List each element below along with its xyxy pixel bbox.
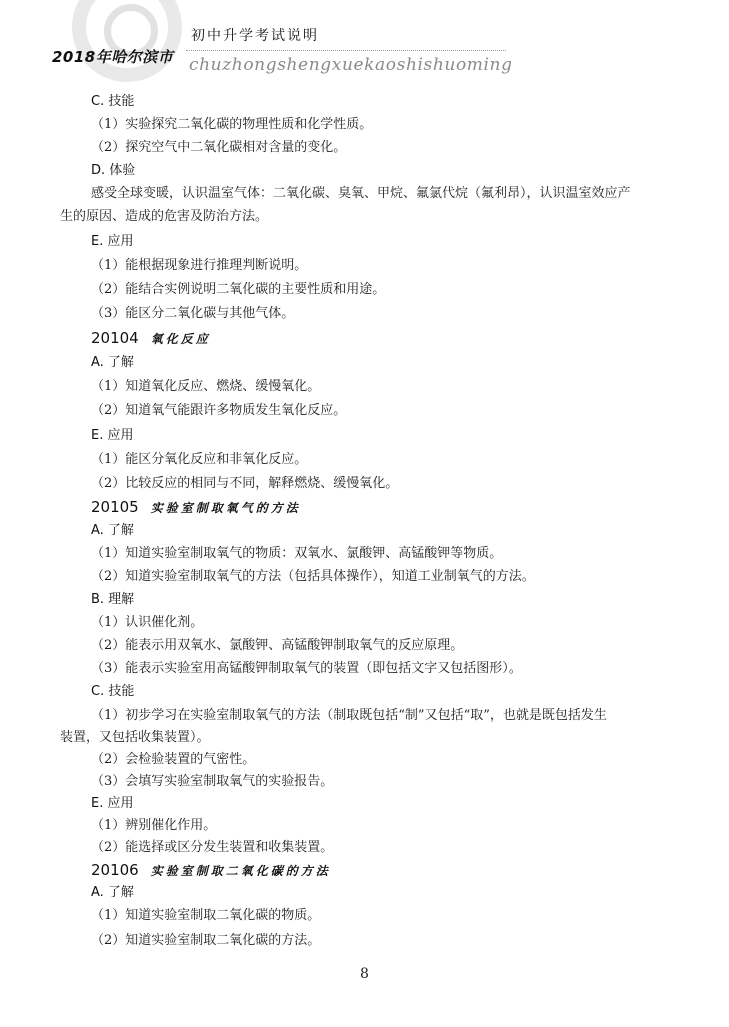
list-item: （1）能根据现象进行推理判断说明。 <box>91 258 308 273</box>
section-heading <box>91 861 331 881</box>
section-code: 20104 <box>91 329 139 347</box>
section-code: 20106 <box>91 861 139 879</box>
list-item: （3）能表示实验室用高锰酸钾制取氧气的装置（即包括文字又包括图形）。 <box>91 661 522 676</box>
list-item: （1）知道氧化反应、燃烧、缓慢氧化。 <box>91 379 321 394</box>
list-item: （1）认识催化剂。 <box>91 615 204 630</box>
subsection-label: E. 应用 <box>91 234 134 249</box>
subsection-label: B. 理解 <box>91 592 135 607</box>
subsection-label: A. 了解 <box>91 885 134 900</box>
list-item: （2）能表示用双氧水、氯酸钾、高锰酸钾制取氧气的反应原理。 <box>91 638 464 653</box>
header-book-title: 初中升学考试说明 <box>191 28 319 44</box>
list-item: （3）会填写实验室制取氧气的实验报告。 <box>91 774 334 789</box>
list-item: （2）知道氧气能跟许多物质发生氧化反应。 <box>91 403 347 418</box>
section-heading <box>91 498 301 518</box>
section-code: 20105 <box>91 498 139 516</box>
list-item: （2）能结合实例说明二氧化碳的主要性质和用途。 <box>91 282 386 297</box>
page-header <box>0 0 729 90</box>
list-item: （2）知道实验室制取二氧化碳的方法。 <box>91 933 321 948</box>
section-title: 氧化反应 <box>150 332 211 346</box>
subsection-label: E. 应用 <box>91 796 134 811</box>
list-item: （1）实验探究二氧化碳的物理性质和化学性质。 <box>91 117 373 132</box>
list-item: （2）能选择或区分发生装置和收集装置。 <box>91 840 334 855</box>
subsection-label: A. 了解 <box>91 355 134 370</box>
section-title: 实验室制取二氧化碳的方法 <box>150 864 331 878</box>
list-item: （2）探究空气中二氧化碳相对含量的变化。 <box>91 140 347 155</box>
page-number: 8 <box>360 966 369 982</box>
subsection-label: A. 了解 <box>91 523 134 538</box>
list-item: （2）比较反应的相同与不同，解释燃烧、缓慢氧化。 <box>91 476 399 491</box>
list-item: （1）能区分氧化反应和非氧化反应。 <box>91 452 308 467</box>
list-item: （1）辨别催化作用。 <box>91 818 217 833</box>
section-heading <box>91 329 211 349</box>
list-item: （1）初步学习在实验室制取氧气的方法（制取既包括“制”又包括“取”，也就是既包括发生 <box>91 708 607 723</box>
subsection-label: C. 技能 <box>91 684 135 699</box>
list-item: （3）能区分二氧化碳与其他气体。 <box>91 306 295 321</box>
subsection-label: C. 技能 <box>91 94 135 109</box>
header-divider <box>186 50 506 51</box>
subsection-label: E. 应用 <box>91 428 134 443</box>
paragraph-line: 生的原因、造成的危害及防治方法。 <box>60 209 269 224</box>
list-item: （2）会检验装置的气密性。 <box>91 752 256 767</box>
section-title: 实验室制取氧气的方法 <box>150 501 301 515</box>
subsection-label: D. 体验 <box>91 163 136 178</box>
list-item: （2）知道实验室制取氧气的方法（包括具体操作），知道工业制氧气的方法。 <box>91 569 535 584</box>
header-year-city: 2018年哈尔滨市 <box>52 48 174 66</box>
list-item: （1）知道实验室制取氧气的物质：双氧水、氯酸钾、高锰酸钾等物质。 <box>91 546 503 561</box>
header-pinyin: chuzhongshengxuekaoshishuoming <box>189 55 513 75</box>
paragraph-line: 感受全球变暖，认识温室气体：二氧化碳、臭氧、甲烷、氟氯代烷（氟利昂），认识温室效应产 <box>91 186 631 201</box>
list-item: （1）知道实验室制取二氧化碳的物质。 <box>91 908 321 923</box>
list-item: 装置，又包括收集装置）。 <box>60 730 210 745</box>
